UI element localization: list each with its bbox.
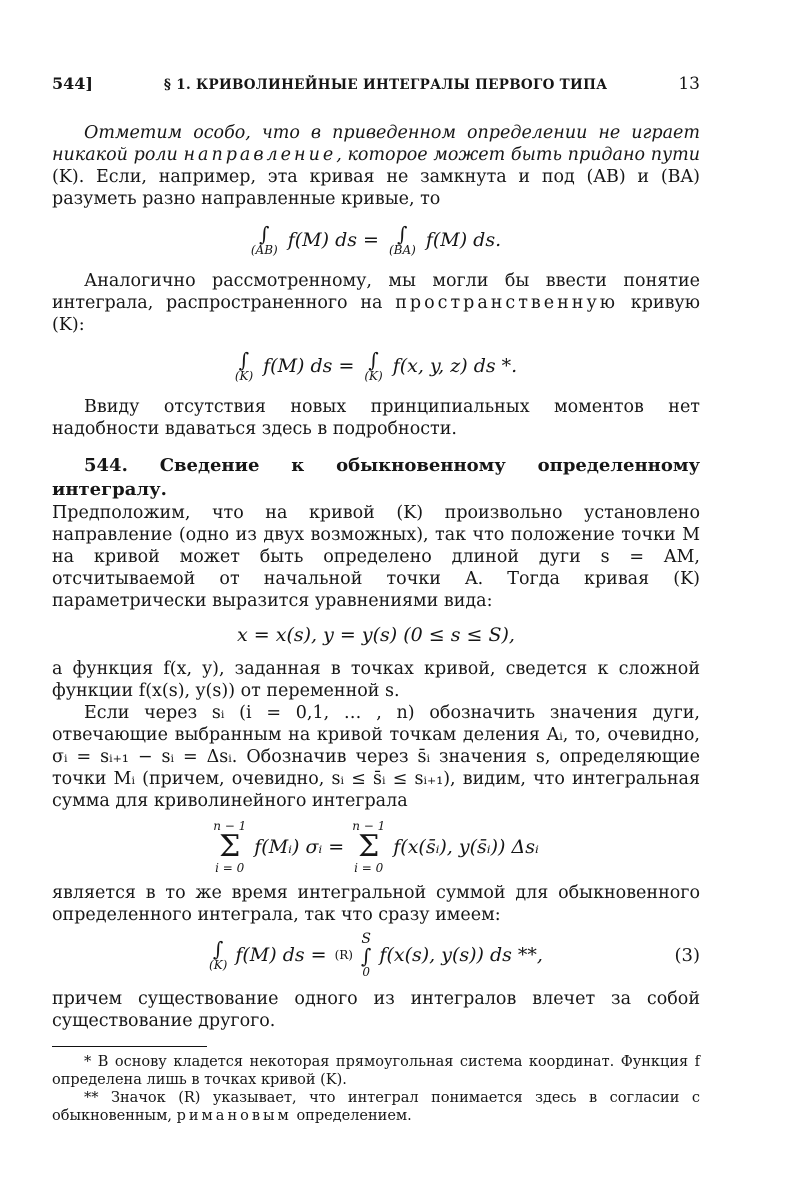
header-section-number: 544] — [52, 74, 93, 93]
paragraph-composite-function: а функция f(x, y), заданная в точках кривой, сведется к сложной функции f(x(s), y(s)) от переменной s. — [52, 659, 700, 701]
equation-number: (3) — [674, 944, 700, 966]
section-544-title: 544. Сведение к обыкновенному определенному интегралу. — [52, 455, 700, 500]
footnote-divider — [52, 1046, 207, 1047]
paragraph-direction-note: Отметим особо, что в приведенном определении не играет никакой роли направление, которое может быть придано пути (K). Если, например, эта кривая не замкнута и под (AB) и (BA) разуметь разно направленные кривые, то — [52, 123, 700, 209]
paragraph-existence: причем существование одного из интегралов влечет за собой существование другого. — [52, 989, 700, 1031]
formula-space-curve: ∫ (K) f(M) ds = ∫ (K) f(x, y, z) ds *. — [234, 348, 518, 383]
formula-direction-independence: ∫ (AB) f(M) ds = ∫ (BA) f(M) ds. — [250, 222, 502, 257]
page-number: 13 — [678, 74, 700, 94]
section-544-text: Предположим, что на кривой (K) произвольно установлено направление (одно из двух возможных), так что положение точки M на кривой может быть определено длиной дуги s = AM, отсчитываемой от начальной точки A. Тогда кривая (K) параметрически выразится уравнениями вида: — [52, 503, 700, 611]
footnote-1: * В основу кладется некоторая прямоугольная система координат. Функция f определена лишь в точках кривой (K). — [52, 1054, 700, 1088]
header-title: § 1. КРИВОЛИНЕЙНЫЕ ИНТЕГРАЛЫ ПЕРВОГО ТИПА — [163, 77, 608, 93]
paragraph-ordinary-integral: является в то же время интегральной суммой для обыкновенного определенного интеграла, так что сразу имеем: — [52, 883, 700, 925]
formula-parametric: x = x(s), y = y(s) (0 ≤ s ≤ S), — [237, 624, 515, 646]
formula-equation-3: ∫ (K) f(M) ds = (R) S ∫ 0 f(x(s), y(s)) ds **, (3) — [209, 931, 700, 979]
running-header — [52, 74, 700, 102]
paragraph-no-details: Ввиду отсутствия новых принципиальных моментов нет надобности вдаваться здесь в подробности. — [52, 397, 700, 439]
paragraph-partition: Если через sᵢ (i = 0,1, … , n) обозначить значения дуги, отвечающие выбранным на кривой точкам деления Aᵢ, то, очевидно, σᵢ = sᵢ₊₁ − sᵢ = Δsᵢ. Обозначив через s̄ᵢ значения s, определяющие точки Mᵢ (причем, очевидно, sᵢ ≤ s̄ᵢ ≤ sᵢ₊₁), видим, что интегральная сумма для криволинейного интеграла — [52, 703, 700, 811]
paragraph-space-curve: Аналогично рассмотренному, мы могли бы ввести понятие интеграла, распространенного на пространственную кривую (K): — [52, 271, 700, 335]
formula-integral-sum: n − 1 Σ i = 0 f(Mᵢ) σᵢ = n − 1 Σ i = 0 f(x(s̄ᵢ), y(s̄ᵢ)) Δsᵢ — [213, 819, 539, 875]
footnote-2: ** Значок (R) указывает, что интеграл понимается здесь в согласии с обыкновенным, римановым определением. — [52, 1090, 700, 1124]
page — [52, 74, 700, 1125]
